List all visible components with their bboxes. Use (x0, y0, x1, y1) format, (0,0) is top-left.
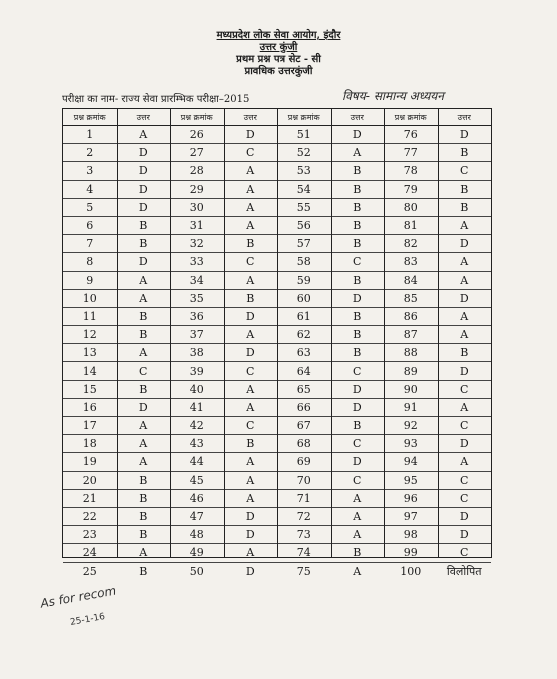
answer-value: B (139, 328, 148, 342)
answer-value: C (246, 146, 255, 160)
signature-date: 25-1-16 (69, 612, 106, 628)
question-number: 56 (296, 219, 311, 233)
question-number: 47 (189, 510, 204, 524)
question-number-header: प्रश्न क्रमांक (394, 112, 427, 122)
cell-divider (117, 109, 118, 557)
answer-value: B (353, 419, 362, 433)
answer-value: A (460, 455, 469, 469)
question-number: 42 (189, 419, 204, 433)
question-number: 46 (189, 491, 204, 505)
question-number: 77 (403, 146, 418, 160)
question-number: 61 (296, 309, 311, 323)
answer-value: C (460, 473, 469, 487)
answer-value: B (460, 182, 469, 196)
answer-value: A (139, 273, 148, 287)
answer-value: D (138, 255, 148, 269)
question-number: 19 (82, 455, 97, 469)
answer-value: D (245, 564, 255, 578)
question-number: 63 (296, 346, 311, 360)
question-number: 65 (296, 382, 311, 396)
question-number: 39 (189, 364, 204, 378)
answer-value: A (460, 328, 469, 342)
answer-value: A (460, 309, 469, 323)
doc-title: उत्तर कुंजी (259, 42, 298, 53)
answer-value: विलोपित (446, 564, 482, 578)
question-number: 8 (86, 255, 94, 269)
answer-value: C (246, 419, 255, 433)
question-number: 83 (403, 255, 418, 269)
answer-value: A (353, 146, 362, 160)
answer-value: A (460, 273, 469, 287)
question-number: 64 (296, 364, 311, 378)
question-number: 98 (403, 528, 418, 542)
question-number: 57 (296, 237, 311, 251)
answer-value: A (246, 328, 255, 342)
subject-handwritten: विषय- सामान्य अध्ययन (342, 89, 444, 103)
answer-value: D (245, 528, 255, 542)
question-number: 80 (403, 200, 418, 214)
answer-value: D (352, 128, 362, 142)
document-header (0, 30, 557, 78)
answer-value: D (245, 510, 255, 524)
answer-value: A (139, 346, 148, 360)
question-number: 41 (189, 400, 204, 414)
question-number: 86 (403, 309, 418, 323)
answer-value: B (139, 528, 148, 542)
answer-value: C (246, 255, 255, 269)
answer-value: B (139, 219, 148, 233)
answer-value: B (353, 346, 362, 360)
question-number: 18 (82, 437, 97, 451)
answer-value: D (459, 128, 469, 142)
exam-name: परीक्षा का नाम- राज्य सेवा प्रारम्भिक परीक्षा–2015 (62, 94, 250, 105)
question-number: 37 (189, 328, 204, 342)
question-number: 9 (86, 273, 94, 287)
question-number: 54 (296, 182, 311, 196)
answer-value: B (353, 273, 362, 287)
exam-info (62, 91, 502, 107)
question-number: 5 (86, 200, 94, 214)
question-number: 32 (189, 237, 204, 251)
question-number: 97 (403, 510, 418, 524)
answer-value: C (460, 382, 469, 396)
answer-value: A (246, 400, 255, 414)
question-number: 96 (403, 491, 418, 505)
question-number: 52 (296, 146, 311, 160)
question-number: 14 (82, 364, 97, 378)
question-number: 92 (403, 419, 418, 433)
question-number: 25 (82, 564, 97, 578)
question-number: 24 (82, 546, 97, 560)
answer-value: D (138, 200, 148, 214)
answer-value: B (139, 510, 148, 524)
answer-value: A (246, 200, 255, 214)
question-number: 66 (296, 400, 311, 414)
question-number: 53 (296, 164, 311, 178)
question-number: 36 (189, 309, 204, 323)
table-row (63, 563, 170, 580)
question-number: 85 (403, 291, 418, 305)
answer-value: B (353, 328, 362, 342)
question-number: 43 (189, 437, 204, 451)
answer-value: B (460, 146, 469, 160)
question-number: 82 (403, 237, 418, 251)
answer-value: A (246, 219, 255, 233)
handwritten-note: As for recom (39, 583, 118, 611)
question-number: 89 (403, 364, 418, 378)
answer-value: A (246, 164, 255, 178)
answer-value: D (352, 455, 362, 469)
answer-value: A (246, 382, 255, 396)
answer-value: B (246, 291, 255, 305)
question-number: 34 (189, 273, 204, 287)
answer-value: D (245, 346, 255, 360)
question-number: 22 (82, 510, 97, 524)
answer-value: A (246, 182, 255, 196)
answer-value: B (353, 200, 362, 214)
question-number: 10 (82, 291, 97, 305)
question-number: 68 (296, 437, 311, 451)
question-number: 6 (86, 219, 94, 233)
question-number: 84 (403, 273, 418, 287)
answer-value: D (352, 400, 362, 414)
question-number: 27 (189, 146, 204, 160)
answer-value: D (459, 510, 469, 524)
answer-value: A (139, 437, 148, 451)
answer-value: B (139, 237, 148, 251)
answer-value: A (353, 528, 362, 542)
question-number: 7 (86, 237, 94, 251)
question-number: 16 (82, 400, 97, 414)
question-number: 62 (296, 328, 311, 342)
answer-value: B (246, 437, 255, 451)
answer-value: C (246, 364, 255, 378)
question-number: 45 (189, 473, 204, 487)
question-number: 99 (403, 546, 418, 560)
answer-value: B (353, 164, 362, 178)
column-divider (277, 109, 278, 557)
answer-value: C (460, 164, 469, 178)
question-number: 70 (296, 473, 311, 487)
column-divider (170, 109, 171, 557)
answer-value: C (460, 491, 469, 505)
answer-value: A (246, 455, 255, 469)
question-number: 78 (403, 164, 418, 178)
answer-value: A (139, 419, 148, 433)
answer-value: C (353, 473, 362, 487)
question-number: 69 (296, 455, 311, 469)
question-number-header: प्रश्न क्रमांक (287, 112, 320, 122)
question-number: 4 (86, 182, 94, 196)
table-row (277, 563, 384, 580)
question-number: 72 (296, 510, 311, 524)
answer-value: A (246, 473, 255, 487)
question-number: 40 (189, 382, 204, 396)
question-number: 75 (296, 564, 311, 578)
question-number: 58 (296, 255, 311, 269)
question-number: 48 (189, 528, 204, 542)
question-number: 95 (403, 473, 418, 487)
question-number: 13 (82, 346, 97, 360)
column-divider (384, 109, 385, 557)
question-number: 100 (400, 564, 422, 578)
answer-value: B (139, 491, 148, 505)
answer-value: D (245, 128, 255, 142)
answer-value: D (138, 182, 148, 196)
answer-value: D (138, 400, 148, 414)
answer-value: C (139, 364, 148, 378)
answer-value: B (139, 473, 148, 487)
answer-value: A (246, 491, 255, 505)
answer-value: D (138, 164, 148, 178)
question-number: 93 (403, 437, 418, 451)
answer-header: उत्तर (350, 112, 364, 122)
question-number: 55 (296, 200, 311, 214)
answer-value: D (138, 146, 148, 160)
answer-value: A (353, 510, 362, 524)
question-number: 49 (189, 546, 204, 560)
question-number: 15 (82, 382, 97, 396)
org-name: मध्यप्रदेश लोक सेवा आयोग, इंदौर (216, 30, 341, 41)
question-number: 20 (82, 473, 97, 487)
answer-value: C (460, 419, 469, 433)
question-number: 51 (296, 128, 311, 142)
question-number: 21 (82, 491, 97, 505)
question-number: 74 (296, 546, 311, 560)
provisional-note: प्रावधिक उत्तरकुंजी (244, 66, 313, 77)
answer-value: C (460, 546, 469, 560)
question-number: 91 (403, 400, 418, 414)
question-number: 60 (296, 291, 311, 305)
answer-value: C (353, 255, 362, 269)
question-number: 88 (403, 346, 418, 360)
question-number: 73 (296, 528, 311, 542)
question-number: 59 (296, 273, 311, 287)
answer-value: A (139, 546, 148, 560)
answer-value: D (459, 291, 469, 305)
question-number: 11 (82, 309, 97, 323)
question-number: 71 (296, 491, 311, 505)
question-number: 67 (296, 419, 311, 433)
answer-value: D (459, 237, 469, 251)
answer-value: D (459, 364, 469, 378)
answer-value: B (460, 200, 469, 214)
answer-value: A (139, 455, 148, 469)
answer-value: B (353, 309, 362, 323)
question-number: 31 (189, 219, 204, 233)
answer-value: A (460, 219, 469, 233)
question-number: 35 (189, 291, 204, 305)
answer-value: B (460, 346, 469, 360)
question-number: 26 (189, 128, 204, 142)
answer-value: D (352, 382, 362, 396)
answer-key-table (62, 108, 492, 578)
answer-value: B (139, 382, 148, 396)
answer-value: B (139, 309, 148, 323)
question-number: 28 (189, 164, 204, 178)
question-number-header: प्रश्न क्रमांक (73, 112, 106, 122)
cell-divider (224, 109, 225, 557)
answer-header: उत्तर (457, 112, 471, 122)
question-number: 2 (86, 146, 94, 160)
answer-value: B (246, 237, 255, 251)
question-number: 3 (86, 164, 94, 178)
answer-value: A (353, 564, 362, 578)
question-number: 44 (189, 455, 204, 469)
table-row (384, 563, 491, 580)
answer-value: B (353, 182, 362, 196)
question-number: 79 (403, 182, 418, 196)
question-number: 33 (189, 255, 204, 269)
answer-value: A (139, 291, 148, 305)
answer-value: A (353, 491, 362, 505)
question-number-header: प्रश्न क्रमांक (180, 112, 213, 122)
table-row (170, 563, 277, 580)
answer-header: उत्तर (136, 112, 150, 122)
answer-value: B (353, 237, 362, 251)
answer-value: A (460, 400, 469, 414)
answer-value: A (139, 128, 148, 142)
question-number: 17 (82, 419, 97, 433)
question-number: 1 (86, 128, 94, 142)
answer-value: A (246, 546, 255, 560)
answer-value: B (353, 546, 362, 560)
question-number: 87 (403, 328, 418, 342)
answer-value: C (353, 437, 362, 451)
cell-divider (438, 109, 439, 557)
question-number: 38 (189, 346, 204, 360)
answer-value: D (459, 528, 469, 542)
answer-value: D (459, 437, 469, 451)
answer-value: B (139, 564, 148, 578)
answer-value: C (353, 364, 362, 378)
cell-divider (331, 109, 332, 557)
answer-value: B (353, 219, 362, 233)
answer-value: A (460, 255, 469, 269)
question-number: 94 (403, 455, 418, 469)
answer-value: A (246, 273, 255, 287)
question-number: 81 (403, 219, 418, 233)
answer-value: D (245, 309, 255, 323)
answer-header: उत्तर (243, 112, 257, 122)
question-number: 29 (189, 182, 204, 196)
paper-set: प्रथम प्रश्न पत्र सेट - सी (236, 54, 321, 65)
question-number: 76 (403, 128, 418, 142)
question-number: 12 (82, 328, 97, 342)
question-number: 30 (189, 200, 204, 214)
question-number: 90 (403, 382, 418, 396)
answer-value: D (352, 291, 362, 305)
question-number: 50 (189, 564, 204, 578)
question-number: 23 (82, 528, 97, 542)
